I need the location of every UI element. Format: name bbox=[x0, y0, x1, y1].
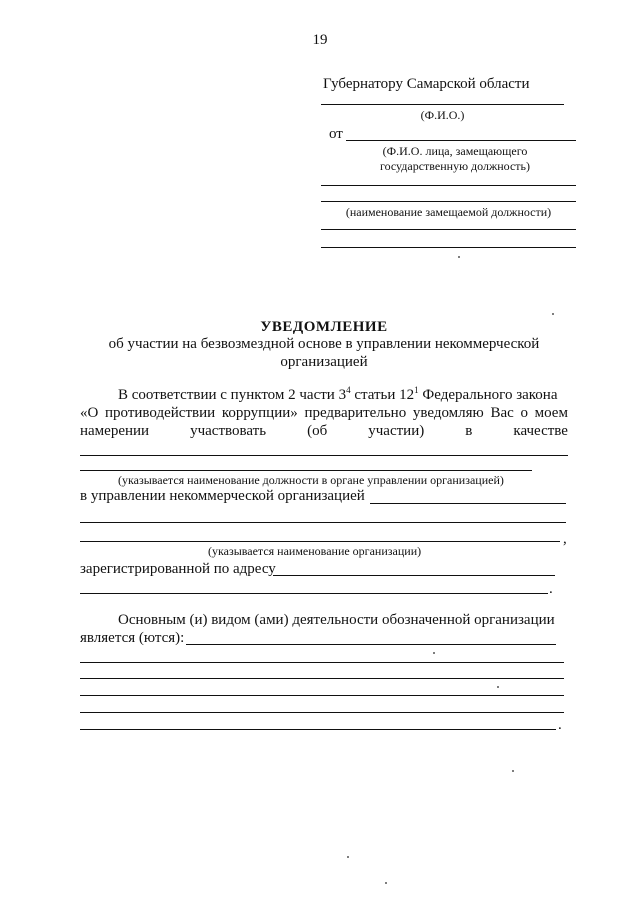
word: качестве bbox=[513, 423, 568, 439]
word: моем bbox=[534, 405, 568, 421]
management-label: в управлении некоммерческой организацией bbox=[80, 488, 365, 504]
address-fill-line-2 bbox=[80, 593, 548, 594]
word: «О bbox=[80, 405, 99, 421]
scan-speck bbox=[512, 770, 514, 772]
comma-mark: , bbox=[563, 531, 567, 547]
page-number: 19 bbox=[312, 32, 328, 48]
activity-fill-line-2 bbox=[80, 662, 564, 663]
paragraph-2-line-2: является (ются): bbox=[80, 630, 185, 646]
position-line bbox=[321, 201, 576, 202]
sender-fio-caption-2: государственную должность) bbox=[379, 159, 531, 173]
organization-fill-line-1 bbox=[80, 522, 566, 523]
paragraph-1-line-3 bbox=[80, 422, 568, 440]
paragraph-1-line-1 bbox=[118, 386, 558, 404]
position-fill-line-2 bbox=[80, 470, 532, 471]
position-caption: (наименование замещаемой должности) bbox=[345, 205, 552, 219]
word: уведомляю bbox=[412, 405, 484, 421]
activity-period: . bbox=[558, 717, 562, 733]
sender-fio-line bbox=[346, 140, 576, 141]
activity-fill-line-4 bbox=[80, 695, 564, 696]
extra-line-2 bbox=[321, 247, 576, 248]
paragraph-2-line-1: Основным (и) видом (ами) деятельности обозначенной организации bbox=[118, 612, 555, 628]
management-fill-line bbox=[370, 503, 566, 504]
organization-fill-line-2 bbox=[80, 541, 560, 542]
paragraph-1-line-2 bbox=[80, 404, 568, 422]
superscript-part: 4 bbox=[346, 385, 351, 395]
word: участвовать bbox=[190, 423, 267, 439]
sender-fio-caption-1: (Ф.И.О. лица, замещающего bbox=[382, 144, 528, 158]
scan-speck bbox=[458, 256, 460, 258]
word: предварительно bbox=[304, 405, 407, 421]
position-fill-caption: (указывается наименование должности в органе управлении организацией) bbox=[118, 473, 504, 487]
activity-fill-line-3 bbox=[80, 678, 564, 679]
superscript-article: 1 bbox=[414, 385, 419, 395]
from-label: от bbox=[329, 126, 343, 142]
addressee-line: Губернатору Самарской области bbox=[323, 76, 530, 92]
sender-extra-line bbox=[321, 185, 576, 186]
word: Вас bbox=[490, 405, 514, 421]
word: участии) bbox=[368, 423, 425, 439]
document-subtitle-1: об участии на безвозмездной основе в управлении некоммерческой bbox=[108, 336, 540, 352]
address-fill-line-1 bbox=[273, 575, 555, 576]
position-fill-line-1 bbox=[80, 455, 568, 456]
scan-speck bbox=[552, 313, 554, 315]
scan-speck bbox=[433, 652, 435, 654]
address-period: . bbox=[549, 581, 553, 597]
word: (об bbox=[307, 423, 328, 439]
paragraph-1-text-c: Федерального закона bbox=[418, 387, 558, 403]
word: коррупции» bbox=[221, 405, 298, 421]
scan-speck bbox=[385, 882, 387, 884]
activity-fill-line-1 bbox=[186, 644, 556, 645]
word: противодействии bbox=[105, 405, 216, 421]
word: намерении bbox=[80, 423, 150, 439]
word: в bbox=[465, 423, 473, 439]
addressee-fio-line bbox=[321, 104, 564, 105]
word: о bbox=[520, 405, 528, 421]
paragraph-1-text-b: статьи 12 bbox=[350, 387, 415, 403]
document-title: УВЕДОМЛЕНИЕ bbox=[260, 319, 388, 335]
addressee-fio-caption: (Ф.И.О.) bbox=[420, 108, 465, 122]
scan-speck bbox=[347, 856, 349, 858]
activity-fill-line-6 bbox=[80, 729, 556, 730]
activity-fill-line-5 bbox=[80, 712, 564, 713]
extra-line-1 bbox=[321, 229, 576, 230]
organization-fill-caption: (указывается наименование организации) bbox=[208, 544, 422, 558]
scan-speck bbox=[497, 686, 499, 688]
registered-label: зарегистрированной по адресу bbox=[80, 561, 276, 577]
document-subtitle-2: организацией bbox=[280, 354, 368, 370]
paragraph-1-text-a: В соответствии с пунктом 2 части 3 bbox=[118, 387, 347, 403]
